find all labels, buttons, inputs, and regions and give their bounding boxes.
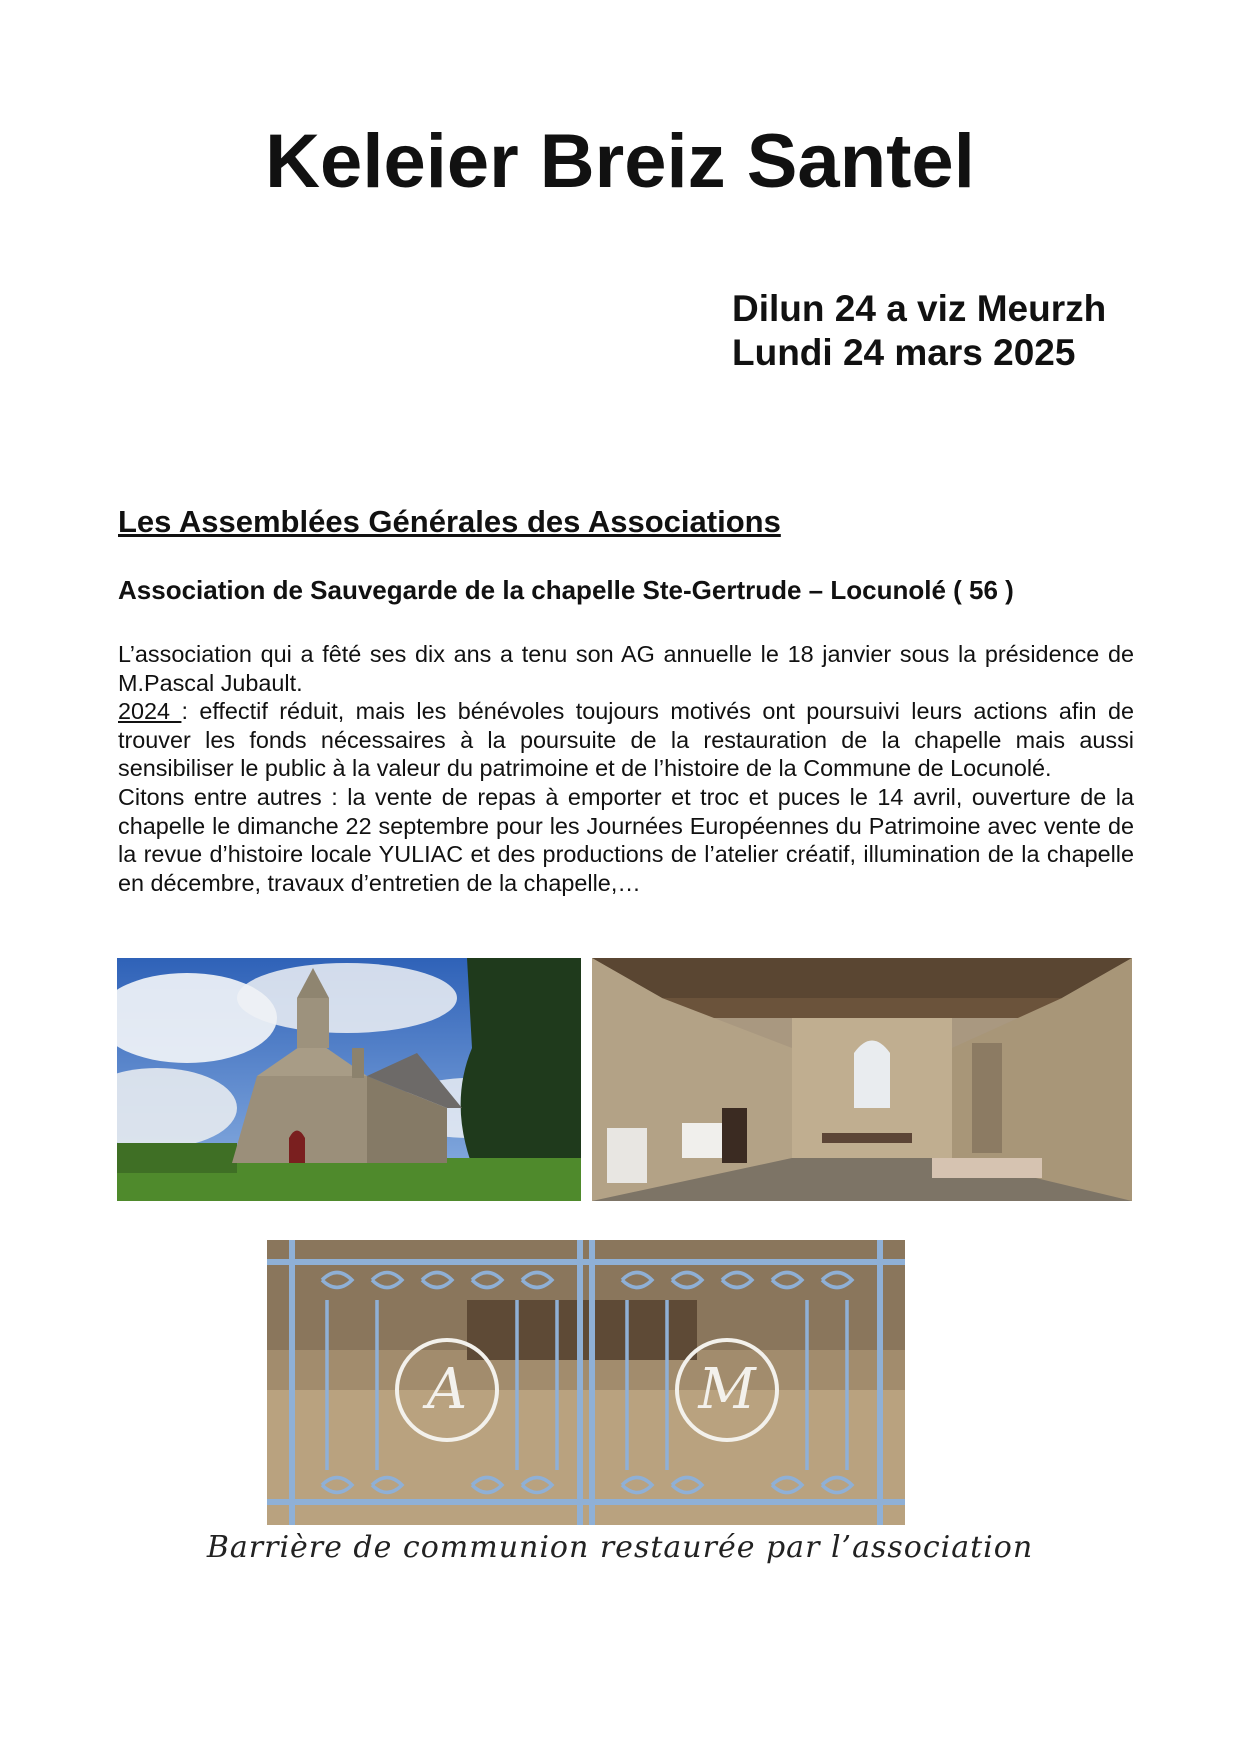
section-heading: Les Assemblées Générales des Associations bbox=[118, 504, 781, 539]
newsletter-title: Keleier Breiz Santel bbox=[265, 119, 975, 204]
photo-caption: Barrière de communion restaurée par l’association bbox=[206, 1530, 1034, 1565]
year-label: 2024 bbox=[118, 698, 182, 725]
paragraph-activities: Citons entre autres : la vente de repas à emporter et troc et puces le 14 avril, ouverture de la chapelle le dimanche 22 septembre pour les Journées Européennes du Patrimoine avec vente de la revue d’histoire locale YULIAC et des productions de l’atelier créatif, illumination de la chapelle en décembre, travaux d’entretien de la chapelle,… bbox=[118, 783, 1134, 896]
chapel-exterior-photo bbox=[117, 958, 581, 1201]
communion-rail-photo bbox=[267, 1240, 905, 1525]
date-breton: Dilun 24 a viz Meurzh bbox=[732, 288, 1107, 329]
paragraph-2024-text: : effectif réduit, mais les bénévoles toujours motivés ont poursuivi leurs actions afin de trouver les fonds nécessaires à la poursuite de la restauration de la chapelle mais aussi sensibiliser le public à la valeur du patrimoine et de l’histoire de la Commune de Locunolé. bbox=[118, 698, 1134, 782]
article-heading: Association de Sauvegarde de la chapelle Ste-Gertrude – Locunolé ( 56 ) bbox=[118, 575, 1014, 605]
paragraph-2024 bbox=[118, 697, 1134, 783]
date-french: Lundi 24 mars 2025 bbox=[732, 332, 1076, 373]
chapel-interior-photo bbox=[592, 958, 1132, 1201]
svg-text:A: A bbox=[426, 1357, 468, 1422]
article-body bbox=[118, 640, 1134, 897]
paragraph-ag: L’association qui a fêté ses dix ans a tenu son AG annuelle le 18 janvier sous la présidence de M.Pascal Jubault. bbox=[118, 641, 1134, 696]
svg-text:M: M bbox=[698, 1357, 756, 1422]
